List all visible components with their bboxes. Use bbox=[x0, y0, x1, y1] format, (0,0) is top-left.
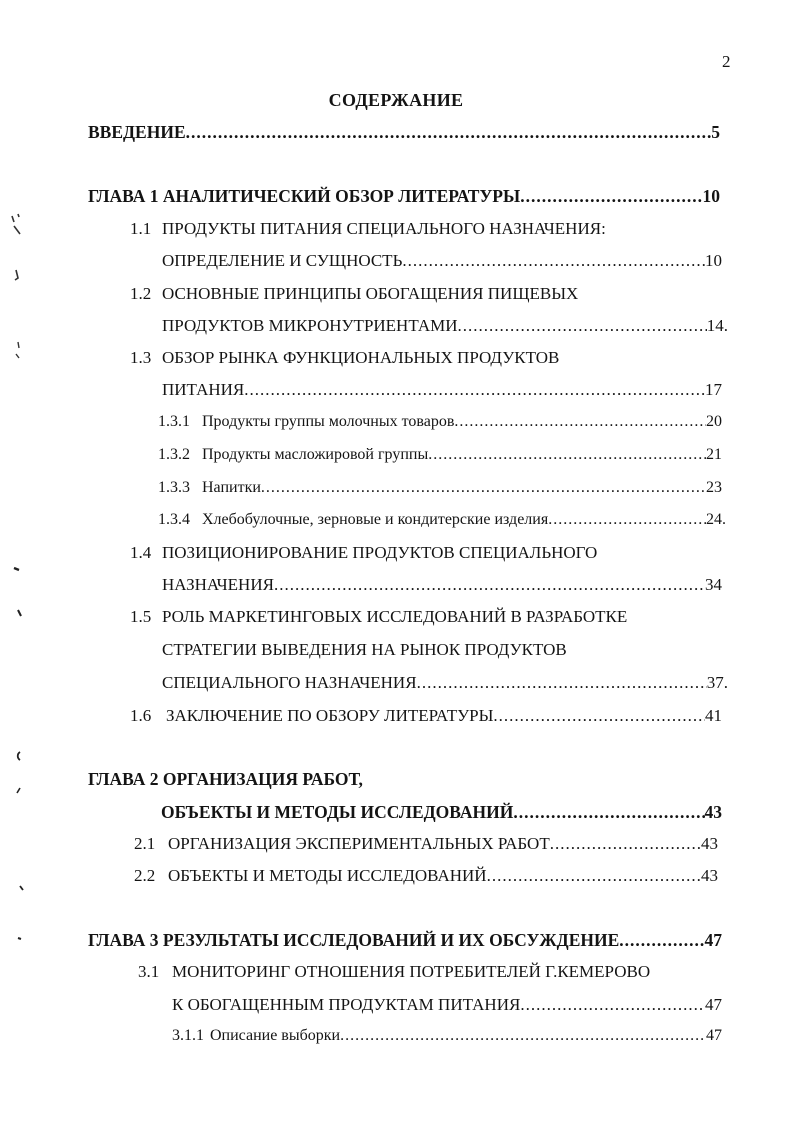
toc-section-page: 17 bbox=[705, 380, 722, 399]
toc-title: СОДЕРЖАНИЕ bbox=[328, 90, 464, 110]
dot-leader bbox=[428, 446, 706, 464]
toc-section-1-4 bbox=[130, 543, 730, 563]
toc-chapter-2 bbox=[88, 769, 720, 790]
toc-section-1-4-continuation bbox=[162, 575, 722, 595]
toc-section-number: 2.1 bbox=[134, 834, 156, 853]
toc-section-number: 1.1 bbox=[130, 219, 152, 238]
toc-subsection-1-3-2 bbox=[158, 446, 722, 464]
dot-leader bbox=[261, 479, 706, 497]
toc-subsection-number: 1.3.4 bbox=[158, 511, 190, 528]
toc-section-1-5-continuation bbox=[162, 640, 722, 660]
dot-leader bbox=[493, 706, 705, 726]
toc-section-1-3-continuation bbox=[162, 380, 722, 400]
dot-leader bbox=[244, 380, 705, 400]
toc-section-label: НАЗНАЧЕНИЯ bbox=[162, 575, 274, 594]
toc-entry-page: 5 bbox=[711, 122, 720, 142]
toc-section-label: ПРОДУКТОВ МИКРОНУТРИЕНТАМИ bbox=[162, 316, 458, 335]
toc-chapter-3 bbox=[88, 930, 722, 951]
toc-chapter-label: ОБЪЕКТЫ И МЕТОДЫ ИССЛЕДОВАНИЙ bbox=[161, 802, 514, 822]
dot-leader bbox=[274, 575, 705, 595]
dot-leader bbox=[340, 1027, 706, 1045]
toc-section-page: 10 bbox=[705, 251, 722, 270]
toc-section-label: ОПРЕДЕЛЕНИЕ И СУЩНОСТЬ bbox=[162, 251, 403, 270]
toc-section-page: 43 bbox=[701, 834, 718, 853]
toc-section-1-5-continuation-2 bbox=[162, 673, 728, 693]
toc-section-page: 47 bbox=[705, 995, 722, 1014]
toc-section-label: МОНИТОРИНГ ОТНОШЕНИЯ ПОТРЕБИТЕЛЕЙ Г.КЕМЕРОВО bbox=[172, 962, 651, 981]
dot-leader bbox=[454, 413, 706, 431]
dot-leader bbox=[186, 122, 712, 143]
toc-subsection-number: 1.3.1 bbox=[158, 413, 190, 430]
toc-section-label: РОЛЬ МАРКЕТИНГОВЫХ ИССЛЕДОВАНИЙ В РАЗРАБОТКЕ bbox=[162, 607, 628, 626]
toc-entry-introduction bbox=[88, 122, 720, 143]
toc-section-number: 3.1 bbox=[138, 962, 160, 981]
page-number: 2 bbox=[722, 52, 731, 71]
toc-section-1-1-continuation bbox=[162, 251, 722, 271]
toc-section-label: ПИТАНИЯ bbox=[162, 380, 245, 399]
dot-leader bbox=[487, 866, 701, 886]
toc-section-label: ОБЪЕКТЫ И МЕТОДЫ ИССЛЕДОВАНИЙ bbox=[168, 866, 487, 885]
toc-subsection-label: Описание выборки bbox=[210, 1027, 341, 1044]
toc-subsection-page: 21 bbox=[706, 446, 722, 463]
scan-artifacts bbox=[6, 212, 28, 952]
toc-section-page: 14. bbox=[706, 316, 728, 335]
toc-section-1-2-continuation bbox=[162, 316, 728, 336]
toc-chapter-2-continuation bbox=[161, 802, 722, 823]
toc-section-1-3 bbox=[130, 348, 730, 368]
toc-section-label: К ОБОГАЩЕННЫМ ПРОДУКТАМ ПИТАНИЯ bbox=[172, 995, 521, 1014]
toc-section-label: ОРГАНИЗАЦИЯ ЭКСПЕРИМЕНТАЛЬНЫХ РАБОТ bbox=[168, 834, 550, 853]
toc-section-page: 37. bbox=[706, 673, 728, 692]
toc-subsection-label: Хлебобулочные, зерновые и кондитерские изделия bbox=[202, 511, 549, 528]
toc-section-1-1 bbox=[130, 219, 730, 239]
toc-subsection-1-3-1 bbox=[158, 413, 722, 431]
dot-leader bbox=[550, 834, 701, 854]
toc-section-2-1 bbox=[134, 834, 718, 854]
toc-subsection-1-3-3 bbox=[158, 479, 722, 497]
toc-section-label: СПЕЦИАЛЬНОГО НАЗНАЧЕНИЯ bbox=[162, 673, 417, 692]
toc-section-1-6 bbox=[130, 706, 722, 726]
toc-section-3-1-continuation bbox=[172, 995, 722, 1015]
toc-subsection-1-3-4 bbox=[158, 511, 726, 529]
toc-section-label: СТРАТЕГИИ ВЫВЕДЕНИЯ НА РЫНОК ПРОДУКТОВ bbox=[162, 640, 567, 659]
toc-section-number: 2.2 bbox=[134, 866, 156, 885]
toc-section-2-2 bbox=[134, 866, 718, 886]
dot-leader bbox=[417, 673, 707, 693]
toc-chapter-label: ГЛАВА 3 РЕЗУЛЬТАТЫ ИССЛЕДОВАНИЙ И ИХ ОБСУЖДЕНИЕ bbox=[88, 930, 620, 950]
toc-section-page: 43 bbox=[701, 866, 718, 885]
dot-leader bbox=[402, 251, 705, 271]
toc-subsection-3-1-1 bbox=[172, 1027, 722, 1045]
dot-leader bbox=[458, 316, 707, 336]
toc-section-3-1 bbox=[138, 962, 738, 982]
dot-leader bbox=[513, 802, 704, 823]
toc-chapter-page: 47 bbox=[704, 930, 722, 950]
toc-subsection-number: 1.3.3 bbox=[158, 479, 190, 496]
toc-subsection-page: 20 bbox=[706, 413, 722, 430]
toc-section-number: 1.5 bbox=[130, 607, 152, 626]
toc-chapter-label: ГЛАВА 2 ОРГАНИЗАЦИЯ РАБОТ, bbox=[88, 769, 363, 789]
toc-section-label: ОСНОВНЫЕ ПРИНЦИПЫ ОБОГАЩЕНИЯ ПИЩЕВЫХ bbox=[162, 284, 579, 303]
toc-subsection-number: 3.1.1 bbox=[172, 1027, 204, 1044]
toc-subsection-page: 47 bbox=[706, 1027, 722, 1044]
toc-section-1-2 bbox=[130, 284, 730, 304]
toc-chapter-label: ГЛАВА 1 АНАЛИТИЧЕСКИЙ ОБЗОР ЛИТЕРАТУРЫ bbox=[88, 186, 521, 206]
toc-section-label: ОБЗОР РЫНКА ФУНКЦИОНАЛЬНЫХ ПРОДУКТОВ bbox=[162, 348, 560, 367]
toc-subsection-page: 24. bbox=[706, 511, 726, 528]
toc-section-number: 1.3 bbox=[130, 348, 152, 367]
toc-chapter-page: 43 bbox=[704, 802, 722, 822]
toc-subsection-page: 23 bbox=[706, 479, 722, 496]
dot-leader bbox=[520, 186, 702, 207]
toc-subsection-label: Продукты масложировой группы bbox=[202, 446, 429, 463]
toc-subsection-label: Продукты группы молочных товаров bbox=[202, 413, 455, 430]
toc-section-label: ПРОДУКТЫ ПИТАНИЯ СПЕЦИАЛЬНОГО НАЗНАЧЕНИЯ: bbox=[162, 219, 606, 238]
toc-section-1-5 bbox=[130, 607, 730, 627]
toc-section-label: ЗАКЛЮЧЕНИЕ ПО ОБЗОРУ ЛИТЕРАТУРЫ bbox=[166, 706, 494, 725]
toc-section-page: 34 bbox=[705, 575, 722, 594]
toc-section-number: 1.2 bbox=[130, 284, 152, 303]
toc-chapter-1 bbox=[88, 186, 720, 207]
toc-section-number: 1.6 bbox=[130, 706, 152, 725]
toc-section-label: ПОЗИЦИОНИРОВАНИЕ ПРОДУКТОВ СПЕЦИАЛЬНОГО bbox=[162, 543, 598, 562]
toc-subsection-number: 1.3.2 bbox=[158, 446, 190, 463]
dot-leader bbox=[548, 511, 706, 529]
toc-subsection-label: Напитки bbox=[202, 479, 261, 496]
dot-leader bbox=[619, 930, 704, 951]
toc-section-number: 1.4 bbox=[130, 543, 152, 562]
dot-leader bbox=[520, 995, 705, 1015]
toc-section-page: 41 bbox=[705, 706, 722, 725]
toc-entry-label: ВВЕДЕНИЕ bbox=[88, 122, 186, 142]
toc-chapter-page: 10 bbox=[702, 186, 720, 206]
